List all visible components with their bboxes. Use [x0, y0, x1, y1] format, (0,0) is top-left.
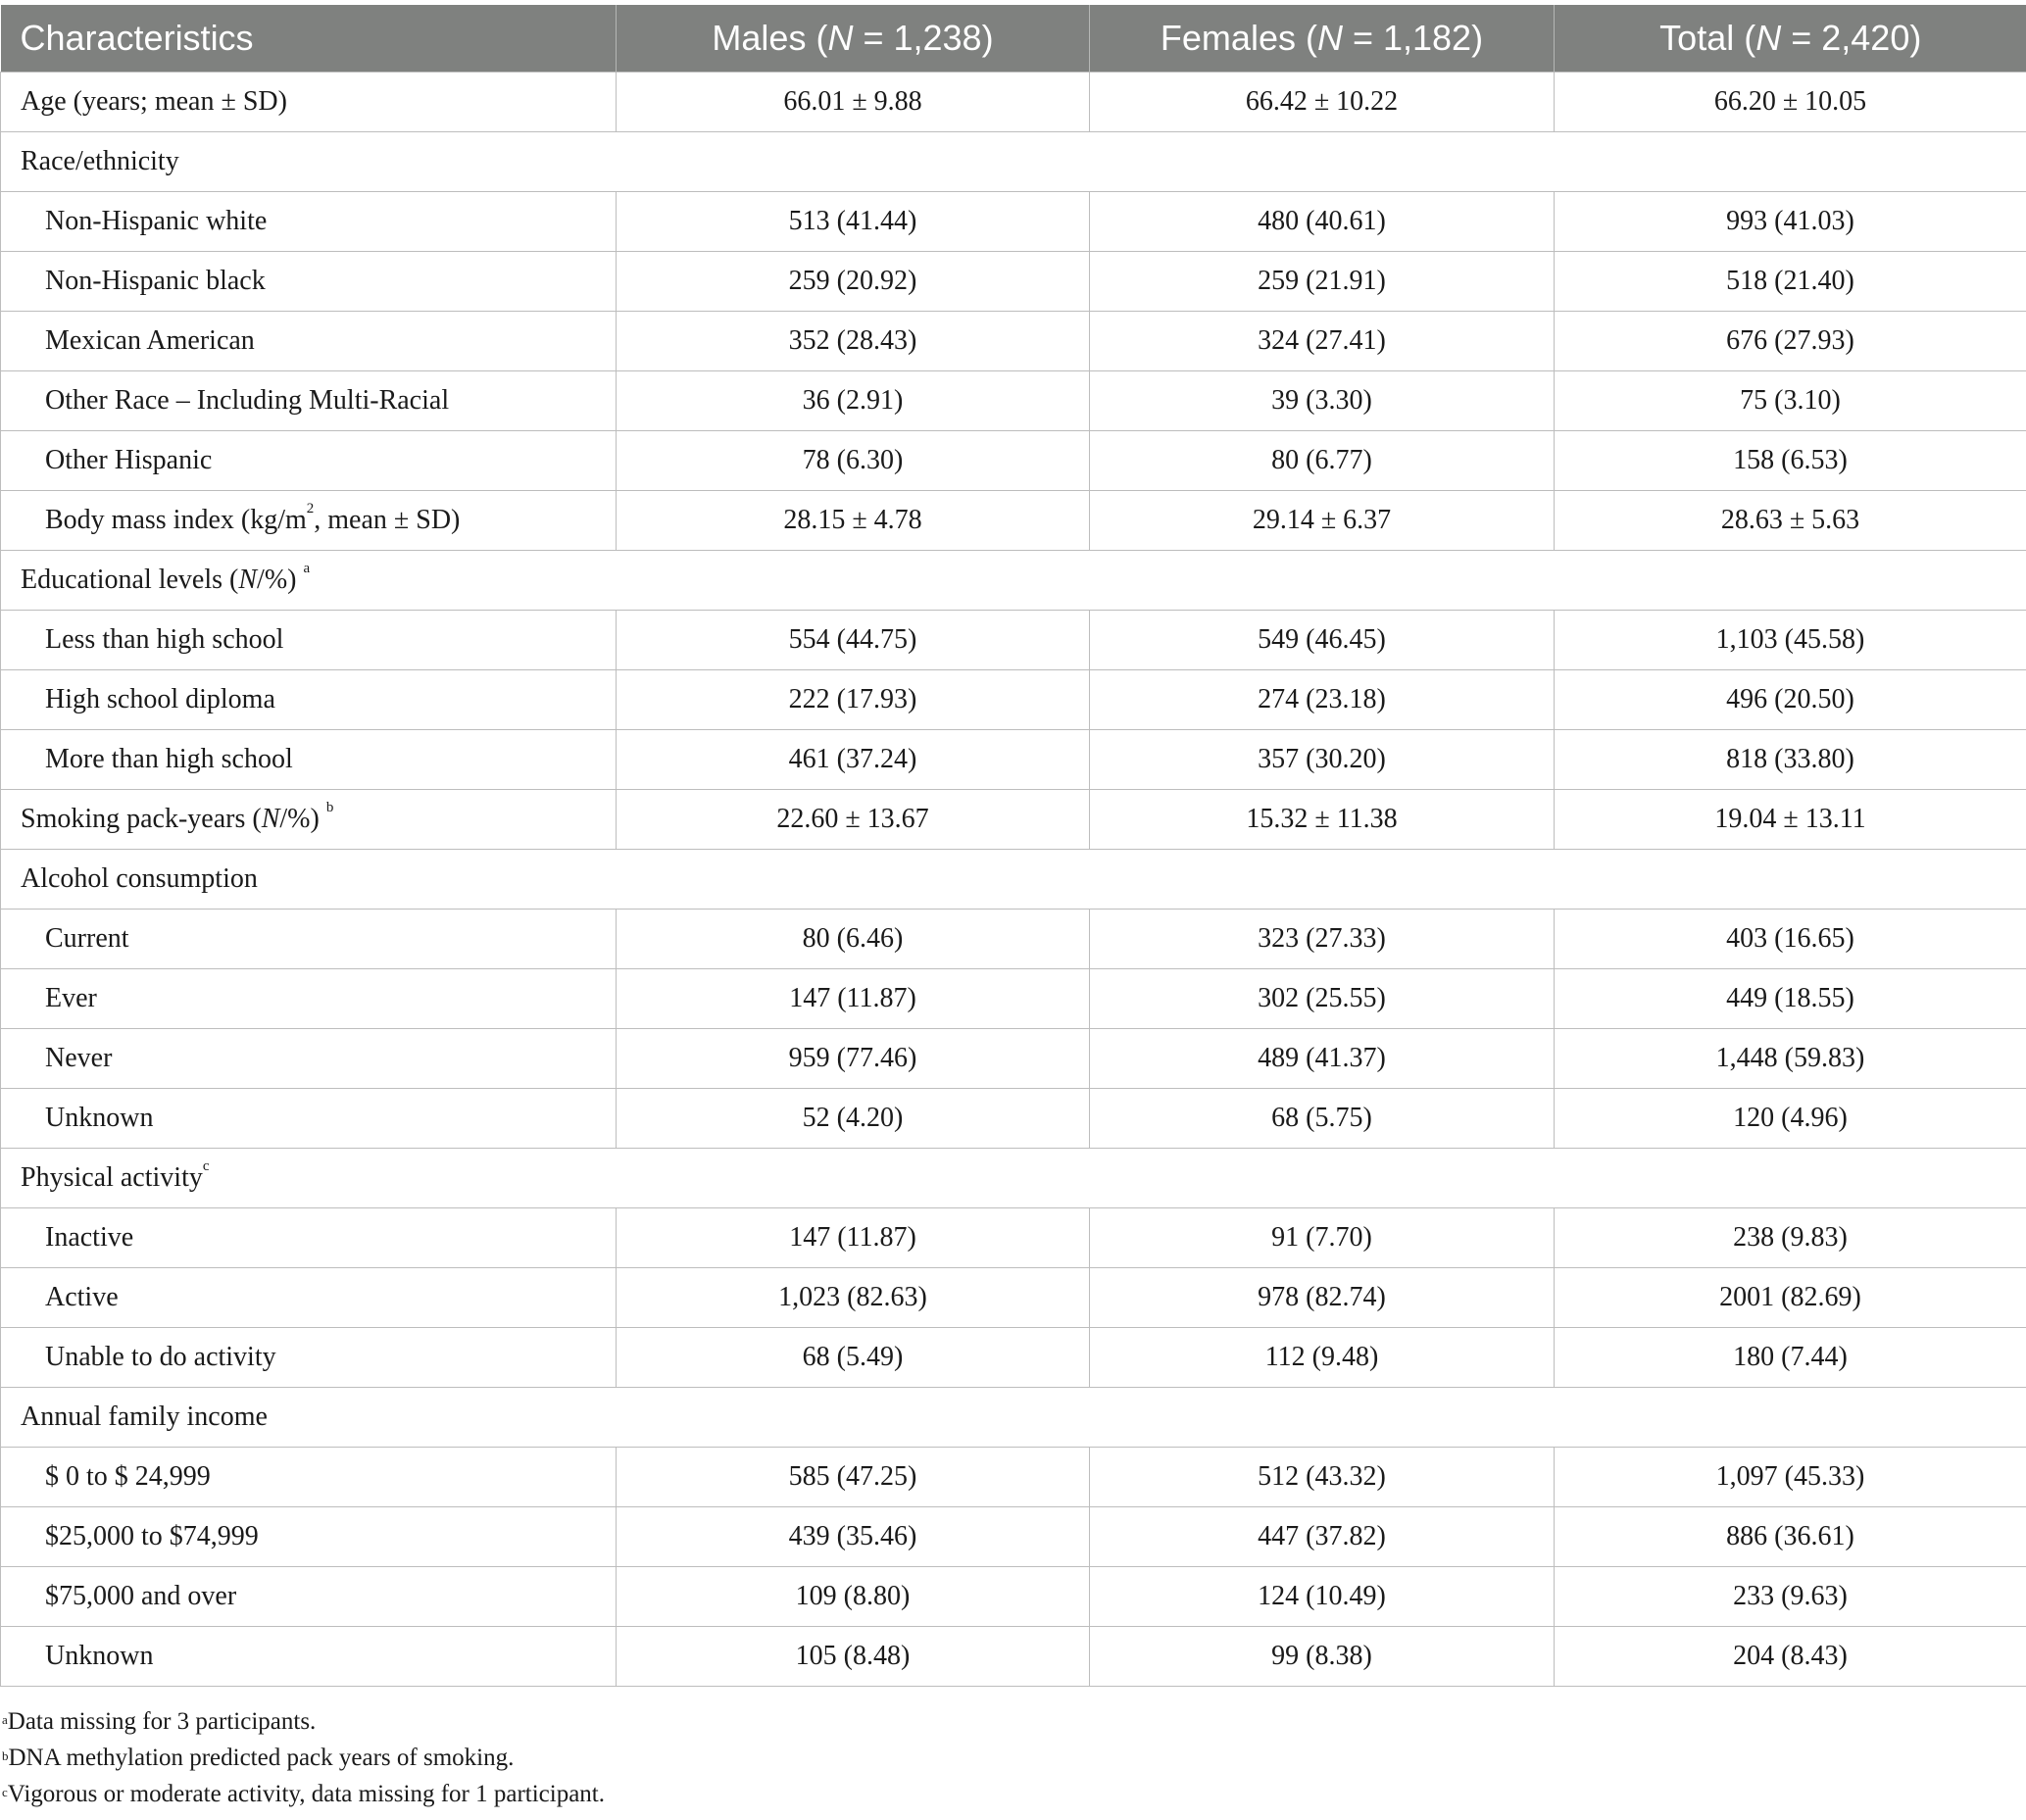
total-cell: 28.63 ± 5.63: [1555, 491, 2026, 551]
header-characteristics: Characteristics: [1, 5, 617, 73]
table-row: [1, 252, 2026, 312]
females-cell: 91 (7.70): [1090, 1208, 1555, 1268]
row-label: Body mass index ($kg/m^2$, mean ± SD): [1, 491, 617, 551]
females-cell: 112 (9.48): [1090, 1328, 1555, 1388]
row-label: Less than high school: [1, 611, 617, 670]
table-row: [1, 1089, 2026, 1149]
males-cell: 439 (35.46): [617, 1507, 1090, 1567]
females-cell: 447 (37.82): [1090, 1507, 1555, 1567]
females-cell: 68 (5.75): [1090, 1089, 1555, 1149]
females-cell: 302 (25.55): [1090, 969, 1555, 1029]
females-cell: 274 (23.18): [1090, 670, 1555, 730]
females-cell: 324 (27.41): [1090, 312, 1555, 371]
row-label: $ 0 to $ 24,999: [1, 1448, 617, 1507]
total-cell: 19.04 ± 13.11: [1555, 790, 2026, 850]
section-row-physical-activity: [1, 1149, 2026, 1208]
footnotes: [2, 1703, 605, 1812]
total-cell: 120 (4.96): [1555, 1089, 2026, 1149]
males-cell: 513 (41.44): [617, 192, 1090, 252]
males-cell: 66.01 ± 9.88: [617, 73, 1090, 132]
table-row: [1, 1208, 2026, 1268]
table-row: [1, 312, 2026, 371]
row-label: More than high school: [1, 730, 617, 790]
males-cell: 109 (8.80): [617, 1567, 1090, 1627]
row-label: Unknown: [1, 1627, 617, 1687]
females-cell: 80 (6.77): [1090, 431, 1555, 491]
females-cell: 512 (43.32): [1090, 1448, 1555, 1507]
total-cell: 238 (9.83): [1555, 1208, 2026, 1268]
males-cell: 78 (6.30): [617, 431, 1090, 491]
total-cell: 233 (9.63): [1555, 1567, 2026, 1627]
table-row: [1, 371, 2026, 431]
row-label: Mexican American: [1, 312, 617, 371]
header-males: Males (N = 1,238): [617, 5, 1090, 73]
total-cell: 676 (27.93): [1555, 312, 2026, 371]
total-cell: 1,097 (45.33): [1555, 1448, 2026, 1507]
females-cell: 124 (10.49): [1090, 1567, 1555, 1627]
males-cell: 147 (11.87): [617, 969, 1090, 1029]
section-label: Alcohol consumption: [1, 850, 2026, 910]
table-row: [1, 730, 2026, 790]
males-cell: 259 (20.92): [617, 252, 1090, 312]
males-cell: 105 (8.48): [617, 1627, 1090, 1687]
header-row: [1, 5, 2026, 73]
table-row-smoking: [1, 790, 2026, 850]
section-label: Physical activity$^c$: [1, 1149, 2026, 1208]
males-cell: 959 (77.46): [617, 1029, 1090, 1089]
females-cell: 29.14 ± 6.37: [1090, 491, 1555, 551]
table-row: [1, 1328, 2026, 1388]
total-cell: 496 (20.50): [1555, 670, 2026, 730]
row-label: $75,000 and over: [1, 1567, 617, 1627]
footnote-c: $^c$Vigorous or moderate activity, data missing for 1 participant.: [2, 1781, 605, 1807]
footnote-a: $^a$Data missing for 3 participants.: [2, 1708, 317, 1735]
row-label: Current: [1, 910, 617, 969]
characteristics-table: [0, 5, 2026, 1687]
header-total: Total (N = 2,420): [1555, 5, 2026, 73]
table-row: [1, 1507, 2026, 1567]
row-label: Age (years; mean ± SD): [1, 73, 617, 132]
footnote-b: $^b$DNA methylation predicted pack years of smoking.: [2, 1745, 515, 1771]
table-row: [1, 1448, 2026, 1507]
females-cell: 323 (27.33): [1090, 910, 1555, 969]
table-row: [1, 1567, 2026, 1627]
section-row-race: [1, 132, 2026, 192]
table-row: [1, 431, 2026, 491]
table-row: [1, 1627, 2026, 1687]
table-row-bmi: [1, 491, 2026, 551]
males-cell: 585 (47.25): [617, 1448, 1090, 1507]
males-cell: 28.15 ± 4.78: [617, 491, 1090, 551]
table-row: [1, 670, 2026, 730]
total-cell: 886 (36.61): [1555, 1507, 2026, 1567]
row-label: Non-Hispanic white: [1, 192, 617, 252]
females-cell: 66.42 ± 10.22: [1090, 73, 1555, 132]
row-label: Unable to do activity: [1, 1328, 617, 1388]
males-cell: 22.60 ± 13.67: [617, 790, 1090, 850]
table-row: [1, 1268, 2026, 1328]
total-cell: 158 (6.53): [1555, 431, 2026, 491]
males-cell: 80 (6.46): [617, 910, 1090, 969]
total-cell: 993 (41.03): [1555, 192, 2026, 252]
section-row-alcohol: [1, 850, 2026, 910]
total-cell: 2001 (82.69): [1555, 1268, 2026, 1328]
table-row: [1, 969, 2026, 1029]
row-label: Other Hispanic: [1, 431, 617, 491]
table-row: [1, 1029, 2026, 1089]
section-label: Educational levels (N/%) $^a$: [1, 551, 2026, 611]
row-label: Active: [1, 1268, 617, 1328]
females-cell: 480 (40.61): [1090, 192, 1555, 252]
females-cell: 39 (3.30): [1090, 371, 1555, 431]
total-cell: 204 (8.43): [1555, 1627, 2026, 1687]
total-cell: 449 (18.55): [1555, 969, 2026, 1029]
row-label: Smoking pack-years (N/%) $^b$: [1, 790, 617, 850]
row-label: Never: [1, 1029, 617, 1089]
males-cell: 222 (17.93): [617, 670, 1090, 730]
row-label: Inactive: [1, 1208, 617, 1268]
total-cell: 518 (21.40): [1555, 252, 2026, 312]
males-cell: 352 (28.43): [617, 312, 1090, 371]
total-cell: 66.20 ± 10.05: [1555, 73, 2026, 132]
row-label: Non-Hispanic black: [1, 252, 617, 312]
total-cell: 180 (7.44): [1555, 1328, 2026, 1388]
females-cell: 549 (46.45): [1090, 611, 1555, 670]
females-cell: 978 (82.74): [1090, 1268, 1555, 1328]
females-cell: 357 (30.20): [1090, 730, 1555, 790]
section-label: Race/ethnicity: [1, 132, 2026, 192]
header-females: Females (N = 1,182): [1090, 5, 1555, 73]
total-cell: 1,448 (59.83): [1555, 1029, 2026, 1089]
section-row-income: [1, 1388, 2026, 1448]
table-row-age: [1, 73, 2026, 132]
total-cell: 75 (3.10): [1555, 371, 2026, 431]
total-cell: 818 (33.80): [1555, 730, 2026, 790]
females-cell: 489 (41.37): [1090, 1029, 1555, 1089]
section-label: Annual family income: [1, 1388, 2026, 1448]
row-label: $25,000 to $74,999: [1, 1507, 617, 1567]
females-cell: 259 (21.91): [1090, 252, 1555, 312]
males-cell: 68 (5.49): [617, 1328, 1090, 1388]
row-label: Ever: [1, 969, 617, 1029]
females-cell: 99 (8.38): [1090, 1627, 1555, 1687]
total-cell: 1,103 (45.58): [1555, 611, 2026, 670]
males-cell: 1,023 (82.63): [617, 1268, 1090, 1328]
table-row: [1, 192, 2026, 252]
males-cell: 36 (2.91): [617, 371, 1090, 431]
males-cell: 52 (4.20): [617, 1089, 1090, 1149]
row-label: High school diploma: [1, 670, 617, 730]
table-row: [1, 910, 2026, 969]
row-label: Other Race – Including Multi-Racial: [1, 371, 617, 431]
section-row-education: [1, 551, 2026, 611]
row-label: Unknown: [1, 1089, 617, 1149]
total-cell: 403 (16.65): [1555, 910, 2026, 969]
males-cell: 461 (37.24): [617, 730, 1090, 790]
males-cell: 554 (44.75): [617, 611, 1090, 670]
males-cell: 147 (11.87): [617, 1208, 1090, 1268]
females-cell: 15.32 ± 11.38: [1090, 790, 1555, 850]
table-row: [1, 611, 2026, 670]
